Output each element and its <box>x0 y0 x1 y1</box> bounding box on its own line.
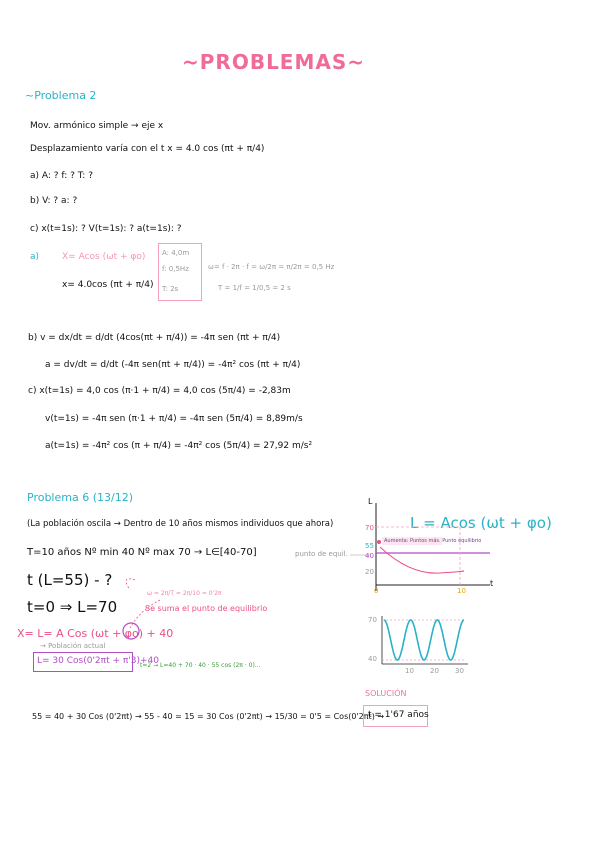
p6-main-equation: X= L= A Cos (ωt + φo) + 40 <box>17 627 174 640</box>
p6-answer: t = 1'67 años <box>368 710 429 720</box>
graph2-wave <box>384 620 464 660</box>
p2-acceleration: a = dv/dt = d/dt (-4π sen(πt + π/4)) = -4π² cos (πt + π/4) <box>45 360 301 370</box>
p6-final-equation: 55 = 40 + 30 Cos (0'2πt) → 55 - 40 = 15 = 30 Cos (0'2πt) → 15/30 = 0'5 = Cos(0'2πt) → <box>32 712 385 721</box>
p2-general-formula: X= Acos (ωt + φo) <box>62 252 146 262</box>
graph1-tick-55: 55 <box>365 542 374 550</box>
p2-question-c: c) x(t=1s): ? V(t=1s): ? a(t=1s): ? <box>30 224 182 234</box>
graph1-tick-x0: 0 <box>374 587 379 595</box>
graph1-legend: Aumenta: Puntos más. Punto equilibrio <box>384 538 482 544</box>
graph2-tick-10: 10 <box>405 667 414 675</box>
p6-data-line: T=10 años Nº min 40 Nº max 70 → L∈[40-70] <box>27 547 257 558</box>
box-amplitude: A: 4,0m <box>162 249 190 257</box>
arrow-omega <box>126 579 135 590</box>
graph1-x-axis-label: t <box>490 579 494 588</box>
p2-question-a: a) A: ? f: ? T: ? <box>30 171 93 181</box>
graph2-tick-40: 40 <box>368 655 377 663</box>
p6-statement: (La población oscila → Dentro de 10 años mismos individuos que ahora) <box>27 519 334 529</box>
p6-boxed-equation <box>33 652 159 672</box>
p2-velocity: b) v = dx/dt = d/dt (4cos(πt + π/4)) = -4π sen (πt + π/4) <box>28 333 281 343</box>
graph2-tick-20: 20 <box>430 667 439 675</box>
graph1-y-axis-label: L <box>368 497 373 506</box>
box-period: T: 2s <box>162 285 179 293</box>
p2-side-note-2: T = 1/f = 1/0,5 = 2 s <box>218 284 291 292</box>
graph1-tick-20: 20 <box>365 568 374 576</box>
p2-answer-a-label: a) <box>30 252 40 262</box>
graph2-tick-70: 70 <box>368 616 377 624</box>
graph1-tick-x10: 10 <box>457 587 466 595</box>
p2-side-note-1: ω= f · 2π · f = ω/2π = π/2π = 0,5 Hz <box>208 263 335 271</box>
p6-solution-label: SOLUCIÓN <box>365 689 407 698</box>
p2-line2: Desplazamiento varía con el t x = 4.0 cos (πt + π/4) <box>30 144 265 154</box>
p6-equilibrium-note: Se suma el punto de equilibrio <box>145 604 268 613</box>
p2-result-box <box>158 243 202 301</box>
p6-question-2: t=0 ⇒ L=70 <box>27 598 118 616</box>
p2-velocity-t1: v(t=1s) = -4π sen (π·1 + π/4) = -4π sen (5π/4) = 8,89m/s <box>45 414 303 424</box>
p6-answer-box <box>363 705 428 727</box>
circle-plus-40 <box>120 620 142 642</box>
problem-2-heading: ~Problema 2 <box>25 89 97 102</box>
graph1-decay-curve <box>380 547 464 573</box>
graph1-tick-70: 70 <box>365 524 374 532</box>
graph1-start-point <box>377 540 381 544</box>
p6-big-formula: L = Acos (ωt + φo) <box>410 514 552 532</box>
graph1-tick-40: 40 <box>365 552 374 560</box>
p6-omega-note: ω = 2π/T = 2π/10 = 0'2π <box>147 590 222 597</box>
p6-subnote: → Población actual <box>40 642 106 650</box>
box-frequency: f: 0,5Hz <box>162 265 189 273</box>
p2-acceleration-t1: a(t=1s) = -4π² cos (π + π/4) = -4π² cos (5π/4) = 27,92 m/s² <box>45 441 313 451</box>
problem-6-heading: Problema 6 (13/12) <box>27 491 133 504</box>
graph2-tick-30: 30 <box>455 667 464 675</box>
p2-specific-formula: x= 4.0cos (πt + π/4) <box>62 280 154 290</box>
graph1-equilibrium-label: punto de equil. <box>295 550 348 558</box>
p2-position-t1: c) x(t=1s) = 4,0 cos (π·1 + π/4) = 4,0 cos (5π/4) = -2,83m <box>28 386 291 396</box>
p2-line1: Mov. armónico simple → eje x <box>30 121 164 131</box>
p6-green-note: t=2 → L=40 + 70 · 40 · 55 cos (2π · 0)... <box>140 662 261 669</box>
p2-question-b: b) V: ? a: ? <box>30 196 78 206</box>
page-title: ~PROBLEMAS~ <box>182 50 366 74</box>
p6-question-1: t (L=55) - ? <box>27 571 113 589</box>
graph-1 <box>290 495 500 600</box>
p6-boxed-text: L= 30 Cos(0'2πt + π'3)+40 <box>37 656 159 666</box>
